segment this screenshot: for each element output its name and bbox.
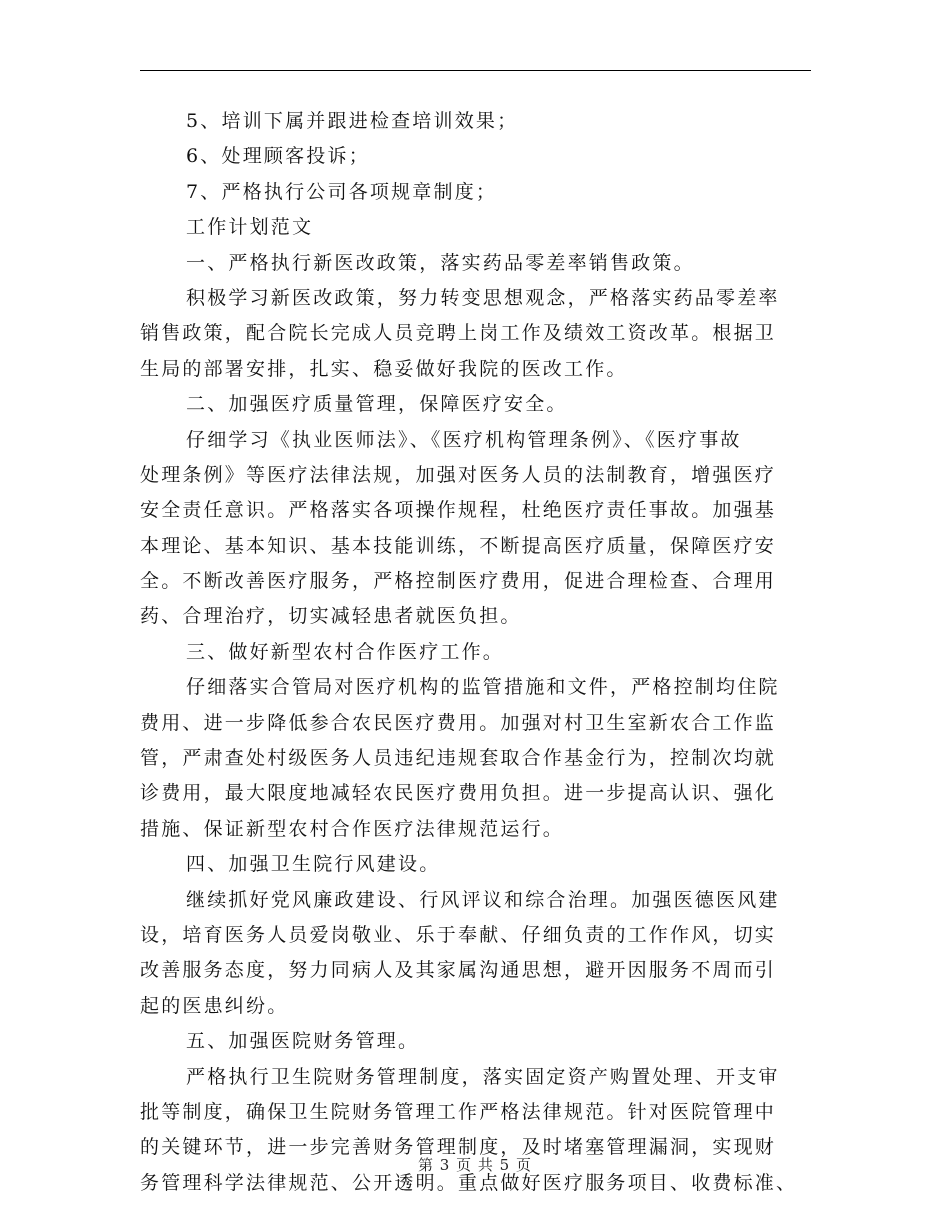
text-line: 费用、进一步降低参合农民医疗费用。加强对村卫生室新农合工作监 <box>140 711 777 734</box>
text-line: 仔细学习《执业医师法》、《医疗机构管理条例》、《医疗事故 <box>186 428 742 451</box>
text-line: 全。不断改善医疗服务，严格控制医疗费用，促进合理检查、合理用 <box>140 570 777 593</box>
text-line: 严格执行卫生院财务管理制度，落实固定资产购置处理、开支审 <box>186 1065 780 1088</box>
text-line: 务管理科学法律规范、公开透明。重点做好医疗服务项目、收费标准、 <box>140 1171 798 1194</box>
text-line: 药、合理治疗，切实减轻患者就医负担。 <box>140 605 522 628</box>
section-heading: 四、加强卫生院行风建设。 <box>186 853 441 876</box>
section-heading: 工作计划范文 <box>186 216 314 239</box>
text-line: 安全责任意识。严格落实各项操作规程，杜绝医疗责任事故。加强基 <box>140 499 777 522</box>
text-line: 生局的部署安排，扎实、稳妥做好我院的医改工作。 <box>140 357 628 380</box>
text-line: 仔细落实合管局对医疗机构的监管措施和文件，严格控制均住院 <box>186 676 780 699</box>
text-line: 6、处理顾客投诉； <box>186 145 370 168</box>
document-body <box>140 104 820 1201</box>
section-heading: 一、严格执行新医改政策，落实药品零差率销售政策。 <box>186 251 695 274</box>
text-line: 措施、保证新型农村合作医疗法律规范运行。 <box>140 817 565 840</box>
section-heading: 五、加强医院财务管理。 <box>186 1030 420 1053</box>
text-line: 继续抓好党风廉政建设、行风评议和综合治理。加强医德医风建 <box>186 888 780 911</box>
text-line: 本理论、基本知识、基本技能训练，不断提高医疗质量，保障医疗安 <box>140 534 777 557</box>
text-line: 7、严格执行公司各项规章制度； <box>186 180 498 203</box>
text-line: 处理条例》等医疗法律法规，加强对医务人员的法制教育，增强医疗 <box>140 463 777 486</box>
text-line: 批等制度，确保卫生院财务管理工作严格法律规范。针对医院管理中 <box>140 1100 777 1123</box>
page-number: 第 3 页 共 5 页 <box>418 1156 532 1174</box>
text-line: 积极学习新医改政策，努力转变思想观念，严格落实药品零差率 <box>186 286 780 309</box>
text-line: 管，严肃查处村级医务人员违纪违规套取合作基金行为，控制次均就 <box>140 747 777 770</box>
text-line: 销售政策，配合院长完成人员竞聘上岗工作及绩效工资改革。根据卫 <box>140 322 777 345</box>
text-line: 5、培训下属并跟进检查培训效果； <box>186 110 519 132</box>
text-line: 改善服务态度，努力同病人及其家属沟通思想，避开因服务不周而引 <box>140 959 777 982</box>
text-line: 起的医患纠纷。 <box>140 994 289 1017</box>
section-heading: 三、做好新型农村合作医疗工作。 <box>186 640 505 663</box>
header-rule <box>140 70 811 71</box>
text-line: 设，培育医务人员爱岗敬业、乐于奉献、仔细负责的工作作风，切实 <box>140 923 777 946</box>
section-heading: 二、加强医疗质量管理，保障医疗安全。 <box>186 393 568 416</box>
text-line: 的关键环节，进一步完善财务管理制度，及时堵塞管理漏洞，实现财 <box>140 1136 777 1159</box>
text-line: 诊费用，最大限度地减轻农民医疗费用负担。进一步提高认识、强化 <box>140 782 777 805</box>
